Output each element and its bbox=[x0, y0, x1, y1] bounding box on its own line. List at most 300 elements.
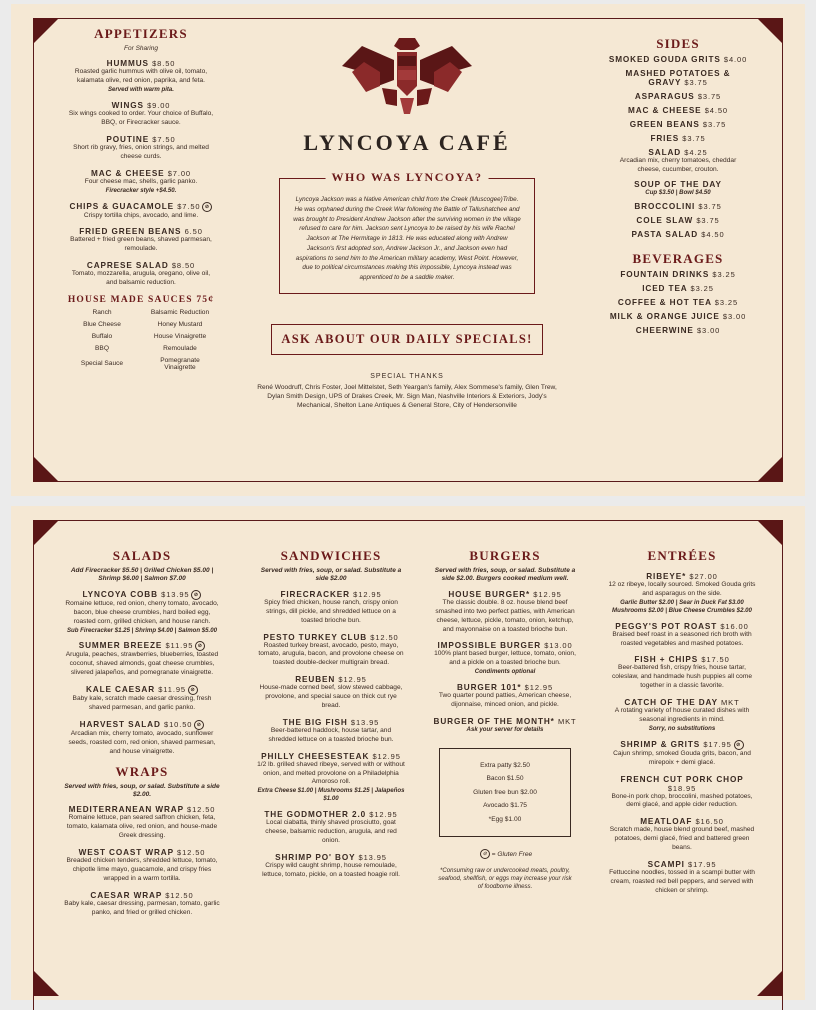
gluten-free-icon: ⊘ bbox=[191, 590, 201, 600]
menu-item-title: THE GODMOTHER 2.0 bbox=[264, 810, 367, 820]
corner-ornament-icon bbox=[33, 520, 59, 546]
corner-ornament-icon bbox=[33, 456, 59, 482]
menu-item-title: FRENCH CUT PORK CHOP bbox=[620, 774, 744, 784]
menu-item-name bbox=[257, 718, 405, 727]
menu-item-price: $7.00 bbox=[167, 168, 192, 178]
menu-item-title: BURGER 101* bbox=[456, 683, 522, 693]
burgers-title: BURGERS bbox=[469, 548, 541, 563]
menu-item-description: Romaine lettuce, pan seared saffron chicken, feta, tomato, kalamata olive, red onion, and house-made Greek dressing. bbox=[66, 814, 218, 840]
menu-item-price: $8.50 bbox=[171, 261, 196, 271]
sandwiches-section bbox=[257, 548, 405, 887]
menu-item-name bbox=[257, 810, 405, 819]
menu-item-name bbox=[257, 853, 405, 862]
menu-item-name bbox=[63, 805, 221, 814]
menu-item-description: 1/2 lb. grilled shaved ribeye, served with or without onion, and melted provolone on a Philadelphia Amoroso roll. bbox=[257, 760, 405, 786]
menu-item bbox=[66, 135, 216, 162]
corner-ornament-icon bbox=[757, 520, 783, 546]
menu-item bbox=[608, 230, 748, 239]
menu-item-price: $12.95 bbox=[524, 683, 554, 693]
menu-item-note: Garlic Butter $2.00 | Sear in Duck Fat $3.00 Mushrooms $2.00 | Blue Cheese Crumbles $2.00 bbox=[612, 598, 752, 614]
menu-item bbox=[608, 92, 748, 101]
menu-item-price: $10.50 bbox=[164, 720, 193, 730]
wraps-list bbox=[63, 805, 221, 917]
menu-item bbox=[605, 817, 759, 853]
menu-item bbox=[66, 101, 216, 128]
menu-item bbox=[608, 120, 748, 129]
menu-item-name bbox=[66, 169, 216, 178]
menu-item-note: Cup $3.50 | Bowl $4.50 bbox=[645, 188, 711, 196]
menu-item-price: $12.95 bbox=[372, 751, 401, 761]
history-title: WHO WAS LYNCOYA? bbox=[326, 170, 489, 185]
addon-item: *Egg $1.00 bbox=[488, 815, 522, 823]
menu-item-name bbox=[605, 622, 759, 631]
menu-item-title: REUBEN bbox=[295, 675, 336, 685]
menu-item bbox=[605, 622, 759, 649]
menu-item-title: MILK & ORANGE JUICE bbox=[609, 311, 720, 321]
menu-item-name bbox=[66, 135, 216, 144]
daily-specials-banner: ASK ABOUT OUR DAILY SPECIALS! bbox=[271, 324, 543, 355]
menu-item-note: Ask your server for details bbox=[466, 725, 544, 733]
menu-item-price: $12.50 bbox=[177, 848, 206, 858]
burgers-section bbox=[431, 548, 579, 891]
gluten-free-legend-text: = Gluten Free bbox=[491, 851, 533, 859]
gluten-free-legend bbox=[431, 849, 579, 859]
menu-item-price: $9.00 bbox=[147, 101, 171, 111]
menu-item-name bbox=[608, 148, 748, 157]
menu-item-name bbox=[608, 202, 748, 211]
menu-item bbox=[66, 169, 216, 195]
menu-item-name bbox=[608, 298, 748, 307]
menu-item-title: MAC & CHEESE bbox=[90, 168, 165, 178]
menu-item-title: KALE CAESAR bbox=[85, 685, 156, 695]
menu-item-name bbox=[66, 261, 216, 270]
menu-item-name bbox=[257, 752, 405, 761]
menu-item-note: Condiments optional bbox=[474, 668, 536, 676]
menu-item bbox=[63, 641, 221, 678]
menu-item-description: Cajun shrimp, smoked Gouda grits, bacon, and mirepoix + demi glacé. bbox=[613, 749, 751, 766]
gluten-free-icon: ⊘ bbox=[188, 685, 198, 695]
menu-item-description: Roasted turkey breast, avocado, pesto, mayo, tomato, arugula, bacon, and provolone cheese on toasted double-decker multigrain bread. bbox=[258, 641, 404, 667]
menu-item-name bbox=[431, 641, 579, 650]
menu-item-price: $7.50 bbox=[177, 201, 201, 211]
sauce-item: Balsamic Reduction bbox=[150, 308, 210, 316]
menu-item bbox=[608, 134, 748, 143]
menu-item-name bbox=[257, 633, 405, 642]
menu-item-price: $12.95 bbox=[353, 589, 382, 599]
menu-item-name bbox=[66, 202, 216, 212]
menu-item bbox=[66, 202, 216, 221]
menu-item-title: POUTINE bbox=[106, 134, 150, 144]
menu-item-description: Spicy fried chicken, house ranch, crispy onion strings, dill pickle, and shredded lettuce on a toasted brioche bun. bbox=[264, 598, 398, 624]
sides-section bbox=[608, 36, 748, 340]
menu-item-description: Bone-in pork chop, broccolini, mashed potatoes, demi glacé, and apple cider reduction. bbox=[611, 792, 753, 809]
menu-item-title: HOUSE BURGER* bbox=[448, 589, 531, 599]
menu-item-title: SMOKED GOUDA GRITS bbox=[608, 55, 721, 64]
menu-item-price: $12.50 bbox=[165, 890, 194, 900]
menu-item-title: WEST COAST WRAP bbox=[78, 848, 174, 858]
menu-item bbox=[63, 685, 221, 713]
menu-item-description: Local ciabatta, thinly shaved prosciutto, goat cheese, balsamic reduction, arugula, and red onion. bbox=[265, 819, 397, 844]
menu-item-name bbox=[63, 685, 221, 695]
menu-item-title: BROCCOLINI bbox=[634, 201, 696, 211]
menu-item-name bbox=[608, 270, 748, 279]
menu-item bbox=[63, 891, 221, 918]
menu-item-description: Baby kale, caesar dressing, parmesan, tomato, garlic panko, and fried or grilled chicken. bbox=[64, 899, 220, 916]
menu-item-title: SHRIMP & GRITS bbox=[620, 739, 701, 749]
menu-item-description: Short rib gravy, fries, onion strings, and melted cheese curds. bbox=[73, 143, 209, 160]
menu-item-title: FOUNTAIN DRINKS bbox=[620, 269, 710, 279]
menu-item-name bbox=[608, 69, 748, 87]
menu-item bbox=[608, 202, 748, 211]
menu-item bbox=[605, 655, 759, 691]
menu-item-description: Beer-battered haddock, house tartar, and shredded lettuce on a toasted brioche bun. bbox=[268, 726, 394, 743]
menu-item-price: $3.75 bbox=[696, 215, 720, 225]
gluten-free-icon: ⊘ bbox=[194, 720, 204, 730]
menu-item-description: House-made corned beef, slow stewed cabbage, provolone, and special sauce on thick cut rye bread. bbox=[259, 684, 403, 709]
menu-item-price: $4.25 bbox=[684, 148, 708, 157]
menu-item bbox=[608, 326, 748, 335]
sauce-item: Pomegranate Vinaigrette bbox=[160, 356, 200, 371]
menu-item bbox=[257, 752, 405, 804]
burgers-subtitle: Served with fries, soup, or salad. Substitute a side $2.00. Burgers cooked medium well. bbox=[434, 567, 576, 583]
menu-item-name bbox=[608, 55, 748, 64]
menu-item bbox=[257, 633, 405, 669]
menu-item-title: PHILLY CHEESESTEAK bbox=[261, 751, 370, 761]
menu-item-title: SOUP OF THE DAY bbox=[634, 179, 722, 189]
gluten-free-icon: ⊘ bbox=[202, 202, 212, 212]
menu-item-title: HUMMUS bbox=[106, 59, 149, 69]
menu-item-price: $12.50 bbox=[187, 805, 216, 815]
center-section bbox=[257, 36, 557, 410]
menu-item-name bbox=[66, 59, 216, 68]
menu-item-price: MKT bbox=[557, 716, 577, 726]
menu-item bbox=[608, 69, 748, 87]
history-box bbox=[279, 170, 535, 294]
menu-item-title: SUMMER BREEZE bbox=[78, 641, 163, 651]
menu-item bbox=[257, 675, 405, 711]
menu-item-name bbox=[608, 326, 748, 335]
menu-item bbox=[608, 298, 748, 307]
sauce-item: Ranch bbox=[92, 308, 112, 316]
menu-item-name bbox=[605, 775, 759, 793]
menu-item-price: $12.95 bbox=[533, 589, 562, 599]
menu-item-name bbox=[608, 134, 748, 143]
menu-item-description: Scratch made, house blend ground beef, mashed potatoes, demi glacé, fried and battered green beans. bbox=[609, 826, 755, 852]
menu-item bbox=[257, 853, 405, 880]
menu-item-note: Sorry, no substitutions bbox=[648, 724, 716, 732]
menu-item-description: Arcadian mix, cherry tomato, avocado, sunflower seeds, roasted corn, red onion, shaved parmesan, and house vinaigrette. bbox=[68, 729, 216, 755]
menu-item-title: WINGS bbox=[111, 101, 144, 111]
appetizers-subtitle: For Sharing bbox=[124, 45, 158, 52]
menu-item-title: LYNCOYA COBB bbox=[82, 590, 158, 600]
addon-item: Extra patty $2.50 bbox=[480, 761, 530, 769]
appetizers-list bbox=[66, 59, 216, 288]
menu-item-price: $3.25 bbox=[712, 269, 736, 279]
salads-section bbox=[63, 548, 221, 925]
appetizers-section bbox=[66, 26, 216, 371]
menu-item-description: Arcadian mix, cherry tomatoes, cheddar cheese, cucumber, crouton. bbox=[619, 157, 737, 173]
menu-item-price: $3.00 bbox=[722, 311, 747, 321]
menu-item-description: 12 oz ribeye, locally sourced. Smoked Gouda grits and asparagus on the side. bbox=[608, 581, 756, 597]
menu-item-name bbox=[63, 891, 221, 900]
menu-item-price: $17.95 bbox=[688, 860, 717, 870]
menu-page-top bbox=[11, 4, 805, 496]
salads-list bbox=[63, 590, 221, 757]
menu-item-title: CATCH OF THE DAY bbox=[624, 698, 718, 708]
menu-item-price: $13.95 bbox=[358, 852, 387, 862]
menu-item-description: Arugula, peaches, strawberries, blueberries, toasted coconut, shaved almonds, goat cheese crumbles, slivered jalapeños, and pomegranate vinaigrette. bbox=[65, 651, 219, 677]
menu-item bbox=[431, 717, 579, 734]
menu-item-price: $7.50 bbox=[152, 134, 176, 144]
menu-item-description: Breaded chicken tenders, shredded lettuce, tomato, chipotle lime mayo, guacamole, and crispy fries wrapped in a warm tortilla. bbox=[66, 857, 218, 882]
special-thanks bbox=[249, 373, 565, 411]
menu-item bbox=[608, 106, 748, 115]
menu-item-name bbox=[608, 284, 748, 293]
menu-item bbox=[431, 641, 579, 676]
sauce-item: Honey Mustard bbox=[157, 320, 203, 328]
beverages-title: BEVERAGES bbox=[632, 250, 724, 266]
menu-item-description: Two quarter pound patties, American cheese, dijonnaise, minced onion, and pickle. bbox=[438, 692, 572, 709]
menu-item bbox=[608, 270, 748, 279]
menu-item-title: CAPRESE SALAD bbox=[86, 261, 169, 271]
corner-ornament-icon bbox=[757, 970, 783, 996]
menu-item bbox=[63, 848, 221, 884]
menu-item-description: Beer-battered fish, crispy fries, house tartar, coleslaw, and handmade hush puppies all come together in a classic favorite. bbox=[611, 664, 753, 690]
menu-item bbox=[63, 805, 221, 841]
cafe-name: LYNCOYA CAFÉ bbox=[303, 130, 511, 155]
menu-item-name bbox=[63, 720, 221, 730]
history-text: Lyncoya Jackson was a Native American child from the Creek (Muscogee)Tribe. He was orphaned during the Creek War following the Battle of Tallushatchee and was brought to President Andrew Jackson after the surviving women in the village refused to care for him. Jackson sent Lyncoya to be raised by his wife Rachel Jackson at The Hermitage in 1813. He was educated along with Andrew Jackson's first adopted son, Andrew Jackson Jr., and Jackson even had aspirations to send him to the American military academy, West Point. However, due to political circumstances making this impossible, Lyncoya instead was apprenticed to be a saddle maker. bbox=[293, 196, 521, 281]
menu-item-price: $13.00 bbox=[544, 641, 573, 651]
menu-item-name bbox=[608, 230, 748, 239]
menu-item-title: PESTO TURKEY CLUB bbox=[263, 632, 368, 642]
menu-item-price: $11.95 bbox=[165, 641, 194, 651]
corner-ornament-icon bbox=[757, 18, 783, 44]
menu-item bbox=[257, 590, 405, 626]
sides-title: SIDES bbox=[656, 36, 700, 51]
menu-item-title: RIBEYE* bbox=[646, 572, 687, 581]
menu-item bbox=[608, 312, 748, 321]
menu-item-price: $3.75 bbox=[702, 120, 727, 129]
sandwiches-list bbox=[257, 590, 405, 880]
menu-item bbox=[66, 261, 216, 288]
menu-item-description: Battered + fried green beans, shaved parmesan, remoulade. bbox=[70, 236, 212, 253]
menu-item bbox=[608, 216, 748, 225]
menu-item-title: CHEERWINE bbox=[635, 325, 694, 335]
menu-item-price: $3.75 bbox=[698, 201, 722, 211]
menu-item-name bbox=[608, 312, 748, 321]
menu-item bbox=[605, 860, 759, 896]
menu-item-price: 6.50 bbox=[184, 227, 203, 237]
menu-item-price: $17.95 bbox=[703, 739, 732, 749]
menu-item-name bbox=[608, 216, 748, 225]
menu-item-title: FRIED GREEN BEANS bbox=[79, 227, 182, 237]
menu-item-description: Fettuccine noodles, tossed in a scampi butter with cream, roasted red bell peppers, and served with chicken or shrimp. bbox=[609, 869, 755, 894]
menu-item-price: $3.25 bbox=[714, 297, 739, 307]
menu-item-price: $13.95 bbox=[161, 590, 190, 600]
menu-item-name bbox=[257, 675, 405, 684]
special-thanks-text: René Woodruff, Chris Foster, Joel Mittelstet, Seth Yeargan's family, Alex Sommese's family, Glen Trew, Dylan Smith Design, UPS of Drakes Creek, Mr. Sign Man, Nashville Interiors & Exteriors, Jody's Mechanical, Shelton Lane Antiques & General Store, City of Hendersonville bbox=[257, 383, 557, 410]
menu-item-name bbox=[431, 590, 579, 599]
corner-ornament-icon bbox=[33, 18, 59, 44]
menu-item-price: $18.95 bbox=[667, 783, 697, 793]
menu-item-price: $17.50 bbox=[701, 655, 730, 665]
sandwiches-title: SANDWICHES bbox=[280, 548, 382, 563]
menu-item bbox=[608, 284, 748, 293]
sides-list bbox=[608, 55, 748, 239]
menu-item-description: Baby kale, scratch made caesar dressing, fresh shaved parmesan, and garlic panko. bbox=[72, 695, 212, 712]
entrees-list bbox=[605, 572, 759, 896]
gluten-free-icon: ⊘ bbox=[480, 849, 490, 859]
menu-item-price: $3.75 bbox=[684, 78, 708, 87]
menu-item-name bbox=[608, 106, 748, 115]
sauce-item: Special Sauce bbox=[80, 360, 124, 368]
menu-item-title: HARVEST SALAD bbox=[79, 720, 161, 730]
menu-item-price: $12.95 bbox=[369, 810, 398, 820]
corner-ornament-icon bbox=[757, 456, 783, 482]
menu-item-description: Romaine lettuce, red onion, cherry tomato, avocado, bacon, blue cheese crumbles, hard boiled egg, roasted corn, grilled chicken, and house ranch. bbox=[65, 599, 219, 625]
menu-item-name bbox=[63, 641, 221, 651]
menu-item-description: Roasted garlic hummus with olive oil, tomato, kalamata olive, red onion, paprika, and feta. bbox=[74, 68, 208, 85]
menu-item bbox=[605, 775, 759, 811]
menu-item-title: CHIPS & GUACAMOLE bbox=[69, 201, 174, 211]
special-thanks-title: SPECIAL THANKS bbox=[370, 372, 444, 380]
menu-item-note: Firecracker style +$4.50. bbox=[105, 186, 177, 194]
menu-item-title: MASHED POTATOES & GRAVY bbox=[625, 69, 731, 87]
menu-item bbox=[66, 227, 216, 254]
menu-item-title: SCAMPI bbox=[647, 860, 685, 870]
menu-item-price: $13.95 bbox=[350, 717, 380, 727]
menu-item-description: Braised beef roast in a seasoned rich broth with roasted vegetables and mashed potatoes. bbox=[612, 630, 752, 647]
appetizers-title: APPETIZERS bbox=[94, 26, 188, 41]
menu-item-name bbox=[66, 101, 216, 110]
menu-item bbox=[431, 683, 579, 710]
menu-item bbox=[431, 590, 579, 635]
addon-item: Gluten free bun $2.00 bbox=[473, 788, 537, 796]
menu-item-title: FISH + CHIPS bbox=[634, 655, 699, 665]
menu-item-name bbox=[605, 655, 759, 664]
gluten-free-icon: ⊘ bbox=[734, 740, 744, 750]
menu-item-description: Six wings cooked to order. Your choice of Buffalo, BBQ, or Firecracker sauce. bbox=[68, 110, 214, 127]
menu-item-name bbox=[63, 590, 221, 600]
wraps-title: WRAPS bbox=[115, 763, 169, 779]
corner-ornament-icon bbox=[33, 970, 59, 996]
menu-item-name bbox=[605, 698, 759, 707]
menu-item bbox=[608, 55, 748, 64]
menu-item-name bbox=[605, 817, 759, 826]
menu-item-description: A rotating variety of house curated dishes with seasonal ingredients in mind. bbox=[614, 707, 750, 723]
menu-item-description: Four cheese mac, shells, garlic panko. bbox=[84, 177, 198, 185]
menu-item-price: $16.00 bbox=[720, 621, 749, 631]
menu-item-title: IMPOSSIBLE BURGER bbox=[437, 641, 542, 651]
menu-item-title: BURGER OF THE MONTH* bbox=[433, 716, 555, 726]
menu-item-name bbox=[257, 590, 405, 599]
menu-item bbox=[257, 718, 405, 745]
sauces-list bbox=[66, 309, 216, 371]
sauce-item: Remoulade bbox=[163, 344, 197, 352]
menu-item-name bbox=[66, 227, 216, 236]
menu-item bbox=[63, 590, 221, 635]
entrees-section bbox=[605, 548, 759, 903]
salads-subtitle: Add Firecracker $5.50 | Grilled Chicken $5.00 | Shrimp $6.00 | Salmon $7.00 bbox=[70, 567, 214, 583]
menu-item-title: GREEN BEANS bbox=[629, 120, 700, 129]
menu-item-title: FRIES bbox=[650, 134, 680, 143]
menu-item-price: $12.50 bbox=[370, 632, 399, 642]
menu-item-price: $3.75 bbox=[697, 92, 722, 101]
menu-item-title: COLE SLAW bbox=[636, 215, 694, 225]
salads-title: SALADS bbox=[112, 548, 172, 563]
thunderbird-logo-icon bbox=[342, 36, 472, 116]
menu-item-price: $4.50 bbox=[701, 229, 725, 239]
menu-item-title: THE BIG FISH bbox=[282, 717, 348, 727]
menu-item-price: $4.00 bbox=[723, 55, 748, 64]
menu-item-title: FIRECRACKER bbox=[280, 589, 350, 599]
menu-item-title: ICED TEA bbox=[642, 283, 688, 293]
menu-item-title: PASTA SALAD bbox=[631, 229, 699, 239]
menu-item bbox=[608, 148, 748, 175]
menu-item-title: MAC & CHEESE bbox=[627, 106, 702, 115]
menu-item-name bbox=[608, 92, 748, 101]
menu-item-title: MEATLOAF bbox=[640, 817, 693, 827]
menu-item-price: $12.95 bbox=[338, 675, 367, 685]
menu-item-description: Tomato, mozzarella, arugula, oregano, olive oil, and balsamic reduction. bbox=[71, 270, 211, 287]
menu-item bbox=[63, 720, 221, 757]
gluten-free-icon: ⊘ bbox=[195, 641, 205, 651]
menu-item-price: $4.50 bbox=[704, 106, 729, 115]
menu-item-price: MKT bbox=[721, 698, 740, 708]
menu-item-name bbox=[605, 740, 759, 750]
sauces-title: HOUSE MADE SAUCES 75¢ bbox=[67, 294, 215, 305]
entrees-title: ENTRÉES bbox=[647, 548, 717, 563]
sandwiches-subtitle: Served with fries, soup, or salad. Substitute a side $2.00 bbox=[260, 567, 402, 583]
menu-item-description: The classic double. 8 oz. house blend beef smashed into two perfect patties, with American cheese, lettuce, pickle, tomato, onion, ketchup, and mayonnaise on a toasted brioche bun. bbox=[435, 598, 575, 633]
menu-item bbox=[605, 698, 759, 733]
menu-item-name bbox=[608, 120, 748, 129]
menu-item-title: PEGGY'S POT ROAST bbox=[615, 621, 718, 631]
menu-item-title: CAESAR WRAP bbox=[90, 890, 163, 900]
menu-item-note: Served with warm pita. bbox=[107, 86, 175, 94]
menu-item-name bbox=[605, 860, 759, 869]
menu-item-name bbox=[431, 683, 579, 692]
menu-item-price: $3.25 bbox=[690, 283, 714, 293]
menu-item-description: 100% plant based burger, lettuce, tomato, onion, and a pickle on a toasted brioche bun. bbox=[434, 650, 576, 667]
menu-item bbox=[257, 810, 405, 846]
menu-item-price: $11.95 bbox=[158, 685, 187, 695]
menu-item-title: COFFEE & HOT TEA bbox=[617, 297, 712, 307]
menu-item-note: Extra Cheese $1.00 | Mushrooms $1.25 | Jalapeños $1.00 bbox=[257, 787, 405, 803]
sauce-item: BBQ bbox=[95, 344, 109, 352]
menu-item-name bbox=[608, 180, 748, 189]
menu-item-description: Crispy tortilla chips, avocado, and lime. bbox=[83, 211, 199, 219]
menu-item-name bbox=[63, 848, 221, 857]
menu-item-price: $8.50 bbox=[152, 59, 176, 69]
menu-item-name bbox=[431, 717, 579, 726]
menu-item bbox=[66, 59, 216, 94]
menu-item-title: SALAD bbox=[648, 148, 682, 157]
menu-item-price: $16.50 bbox=[695, 817, 724, 827]
menu-item bbox=[608, 180, 748, 197]
menu-item-price: $3.75 bbox=[682, 134, 706, 143]
addon-item: Bacon $1.50 bbox=[486, 775, 524, 783]
menu-item bbox=[605, 740, 759, 768]
menu-item-title: ASPARAGUS bbox=[634, 92, 695, 101]
menu-item-price: $3.00 bbox=[696, 325, 721, 335]
sauce-item: House Vinaigrette bbox=[153, 332, 207, 340]
sauce-item: Blue Cheese bbox=[83, 320, 121, 328]
menu-item-name bbox=[605, 572, 759, 581]
sauce-item: Buffalo bbox=[91, 332, 113, 340]
menu-item-description: Crispy wild caught shrimp, house remoulade, lettuce, tomato, pickle, on a toasted hoagie roll. bbox=[262, 861, 400, 878]
